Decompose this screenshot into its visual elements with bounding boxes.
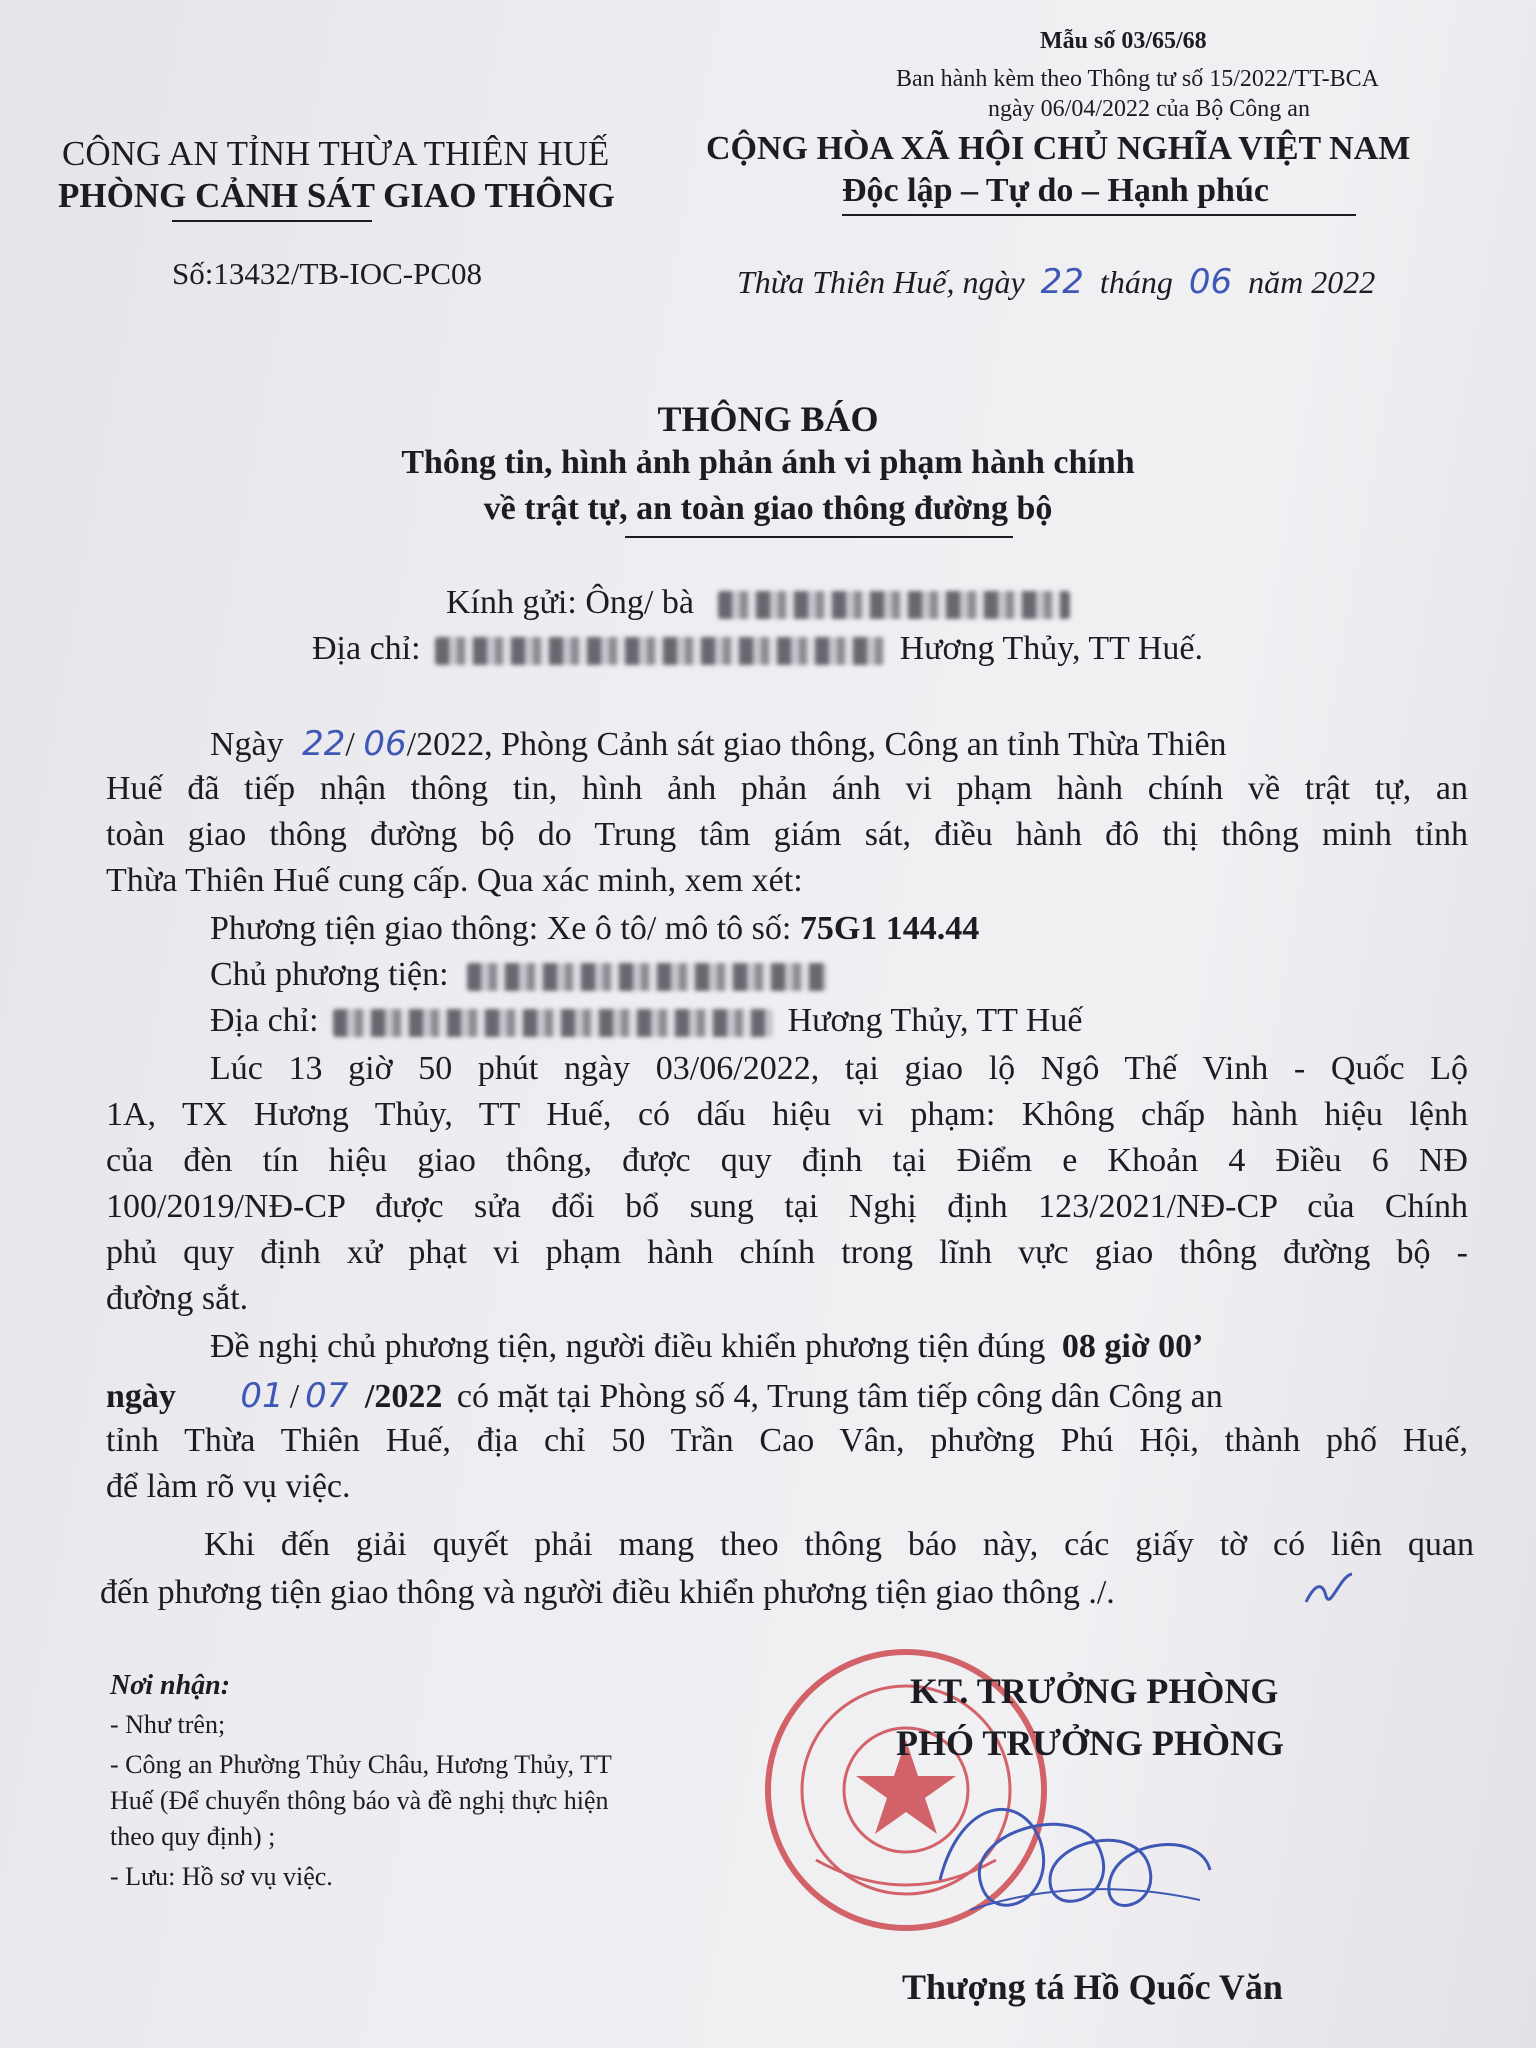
form-issued-with: Ban hành kèm theo Thông tư số 15/2022/TT-BCA [896,66,1379,92]
redacted-address [435,637,885,665]
vehicle-plate: 75G1 144.44 [799,910,980,947]
p1-handwritten-month: 06 [363,724,407,764]
recipient-item-1: - Như trên; [110,1710,226,1739]
agency-underline [172,220,372,222]
month-label: tháng [1099,264,1173,300]
p2-line1: Lúc 13 giờ 50 phút ngày 03/06/2022, tại giao lộ Ngô Thế Vinh - Quốc Lộ [210,1050,1468,1087]
p1-prefix: Ngày [210,726,284,763]
p3-line2 [106,1376,1223,1416]
p3-text: Đề nghị chủ phương tiện, người điều khiển phương tiện đúng [210,1328,1046,1365]
recipient-item-3: Huế (Để chuyển thông báo và đề nghị thực hiện [110,1786,609,1815]
place-date [737,262,1375,302]
signature-title-2: PHÓ TRƯỞNG PHÒNG [896,1723,1285,1763]
vehicle-label: Phương tiện giao thông: Xe ô tô/ mô tô số: [210,910,792,947]
p1-line1 [210,724,1227,764]
document-subtitle-2: về trật tự, an toàn giao thông đường bộ [483,490,1053,527]
p3-time: 08 giờ 00’ [1061,1328,1204,1365]
place-date-prefix: Thừa Thiên Huế, ngày [737,264,1025,300]
p3-line4: để làm rõ vụ việc. [106,1468,351,1505]
redacted-name [718,591,1070,619]
document-number: Số:13432/TB-IOC-PC08 [172,256,483,291]
p4-line1: Khi đến giải quyết phải mang theo thông báo này, các giấy tờ có liên quan [204,1526,1474,1563]
p3-ngay: ngày [106,1378,176,1415]
p1-line2: Huế đã tiếp nhận thông tin, hình ảnh phản ánh vi phạm hành chính về trật tự, an [106,770,1468,807]
document-title: THÔNG BÁO [657,399,879,439]
p1-slash: / [345,726,355,763]
p1-line3: toàn giao thông đường bộ do Trung tâm giám sát, điều hành đô thị thông minh tỉnh [106,816,1468,853]
redacted-owner [467,963,827,991]
owner-label: Chủ phương tiện: [210,956,449,993]
document-subtitle-1: Thông tin, hình ảnh phản ánh vi phạm hành chính [401,444,1135,481]
country-name: CỘNG HÒA XÃ HỘI CHỦ NGHĨA VIỆT NAM [706,130,1411,167]
owner-address-tail: Hương Thủy, TT Huế [787,1002,1083,1039]
handwritten-signature [900,1760,1240,1960]
handwritten-month: 06 [1188,262,1233,302]
recipient-item-4: theo quy định) ; [110,1822,276,1851]
owner-line [210,956,827,994]
year-label: năm 2022 [1248,264,1376,300]
agency-parent: CÔNG AN TỈNH THỪA THIÊN HUẾ [62,134,610,173]
recipient-greeting-line [446,584,1070,622]
owner-address-line [210,1002,1082,1040]
handwritten-day: 22 [1040,262,1084,302]
p2-line2: 1A, TX Hương Thủy, TT Huế, có dấu hiệu vi phạm: Không chấp hành hiệu lệnh [106,1096,1468,1133]
redacted-owner-address [333,1009,773,1037]
p2-line6: đường sắt. [106,1280,249,1317]
form-number: Mẫu số 03/65/68 [1040,28,1207,54]
p1-line4: Thừa Thiên Huế cung cấp. Qua xác minh, xem xét: [106,862,803,899]
recipient-greeting: Kính gửi: Ông/ bà [446,584,694,621]
recipient-item-2: - Công an Phường Thủy Châu, Hương Thủy, TT [110,1750,612,1779]
p3-handwritten-month: 07 [305,1376,349,1416]
p3-line3: tỉnh Thừa Thiên Huế, địa chỉ 50 Trần Cao Vân, phường Phú Hội, thành phố Huế, [106,1422,1468,1459]
p4-line2: đến phương tiện giao thông và người điều khiển phương tiện giao thông ./. [100,1574,1115,1611]
recipient-address-tail: Hương Thủy, TT Huế. [899,630,1203,667]
recipient-address-line [312,630,1203,668]
p2-line3: của đèn tín hiệu giao thông, được quy định tại Điểm e Khoản 4 Điều 6 NĐ [106,1142,1468,1179]
p3-line1 [210,1328,1204,1366]
p2-line5: phủ quy định xử phạt vi phạm hành chính trong lĩnh vực giao thông đường bộ - [106,1234,1468,1271]
p3-year: /2022 [364,1378,443,1415]
form-issued-date: ngày 06/04/2022 của Bộ Công an [988,96,1310,122]
signature-title-1: KT. TRƯỞNG PHÒNG [910,1671,1279,1711]
motto-underline [842,214,1356,216]
recipient-address-label: Địa chỉ: [312,630,421,667]
p1-rest: /2022, Phòng Cảnh sát giao thông, Công an tỉnh Thừa Thiên [406,726,1227,763]
p1-handwritten-day: 22 [302,724,346,764]
agency-name: PHÒNG CẢNH SÁT GIAO THÔNG [58,176,615,215]
title-underline [625,536,1013,538]
initial-mark [1300,1566,1360,1616]
signer-name: Thượng tá Hồ Quốc Văn [902,1967,1283,2007]
owner-address-label: Địa chỉ: [210,1002,319,1039]
p3-handwritten-day: 01 [240,1376,284,1416]
p3-line2-rest: có mặt tại Phòng số 4, Trung tâm tiếp công dân Công an [456,1378,1223,1415]
p2-line4: 100/2019/NĐ-CP được sửa đổi bổ sung tại Nghị định 123/2021/NĐ-CP của Chính [106,1188,1468,1225]
recipient-item-5: - Lưu: Hồ sơ vụ việc. [110,1862,333,1891]
recipients-heading: Nơi nhận: [110,1670,231,1701]
vehicle-line [210,910,979,948]
p3-slash: / [289,1378,300,1415]
national-motto: Độc lập – Tự do – Hạnh phúc [842,172,1269,209]
